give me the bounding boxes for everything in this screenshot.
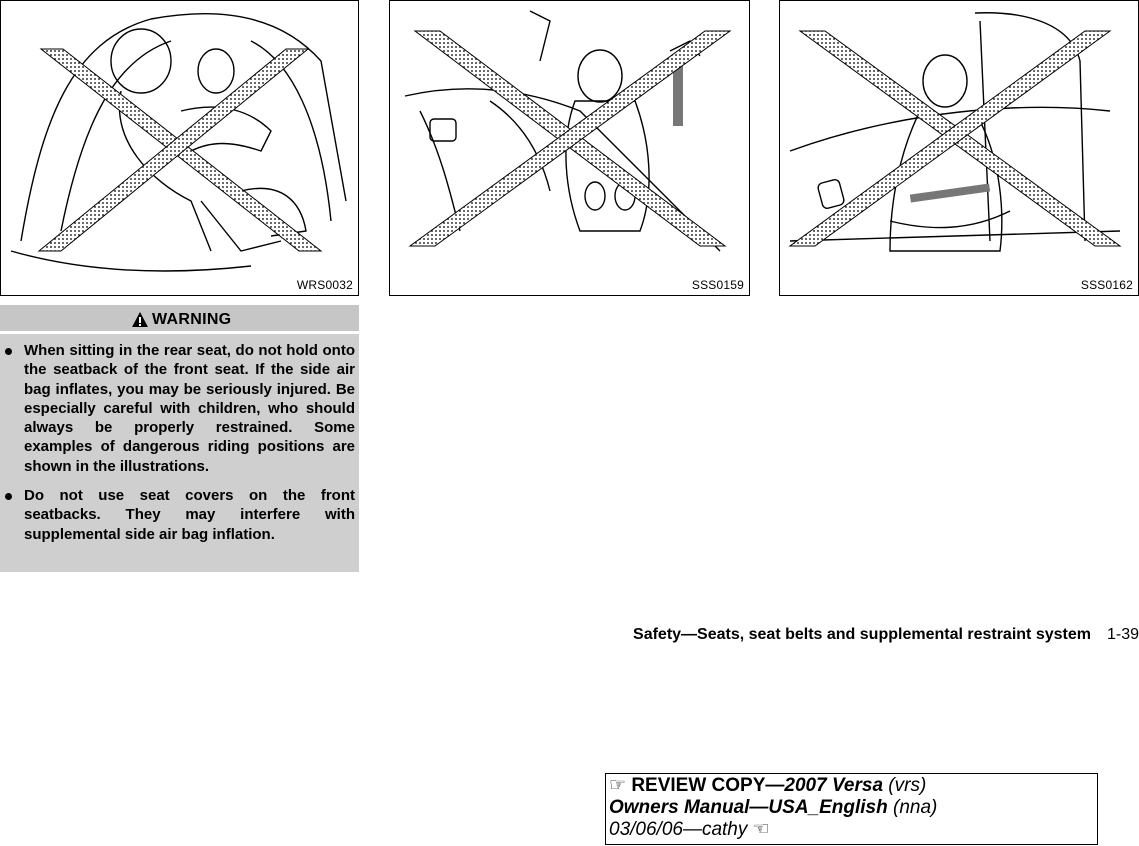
door-child-illustration [780, 1, 1138, 281]
review-model-code: (vrs) [888, 775, 927, 796]
page-footer [633, 626, 1139, 644]
figure-code: WRS0032 [296, 278, 353, 292]
review-stamp [605, 773, 1098, 845]
pointing-hand-left-icon: ☜ [752, 819, 770, 840]
figure-rear-seat [0, 0, 359, 296]
review-line-1 [609, 775, 1097, 797]
pointing-hand-icon: ☞ [609, 775, 627, 796]
review-model: 2007 Versa [784, 775, 884, 796]
dashboard-child-illustration [390, 1, 749, 281]
review-manual: Owners Manual—USA_English [609, 797, 888, 818]
warning-triangle-icon [131, 311, 149, 328]
page-number: 1-39 [1106, 626, 1139, 643]
review-manual-code: (nna) [893, 797, 938, 818]
figure-door-child [779, 0, 1139, 296]
warning-header [0, 305, 359, 334]
review-line-3 [609, 819, 1097, 841]
warning-item [0, 486, 355, 544]
figure-code: SSS0159 [691, 278, 744, 292]
review-line-2 [609, 797, 1097, 819]
warning-text: Do not use seat covers on the front seatbacks. They may interfere with supplemental side air bag inflation. [24, 487, 355, 543]
rear-seat-illustration [1, 1, 358, 281]
warning-list [0, 341, 355, 554]
section-title: Safety—Seats, seat belts and supplemental restraint system [633, 626, 1091, 643]
figure-dashboard-child [389, 0, 750, 296]
bullet-icon [5, 493, 12, 500]
review-copy-label: REVIEW COPY— [631, 775, 785, 796]
figure-code: SSS0162 [1080, 278, 1133, 292]
bullet-icon [5, 348, 12, 355]
warning-title: WARNING [152, 311, 232, 328]
warning-box [0, 305, 359, 572]
review-date: 03/06/06—cathy [609, 819, 748, 840]
warning-text: When sitting in the rear seat, do not hold onto the seatback of the front seat. If the side air bag inflates, you may be seriously injured. Be especially careful with children, who should always be properly restrained. Some examples of dangerous riding positions are shown in the illustrations. [24, 342, 355, 475]
warning-item [0, 341, 355, 476]
